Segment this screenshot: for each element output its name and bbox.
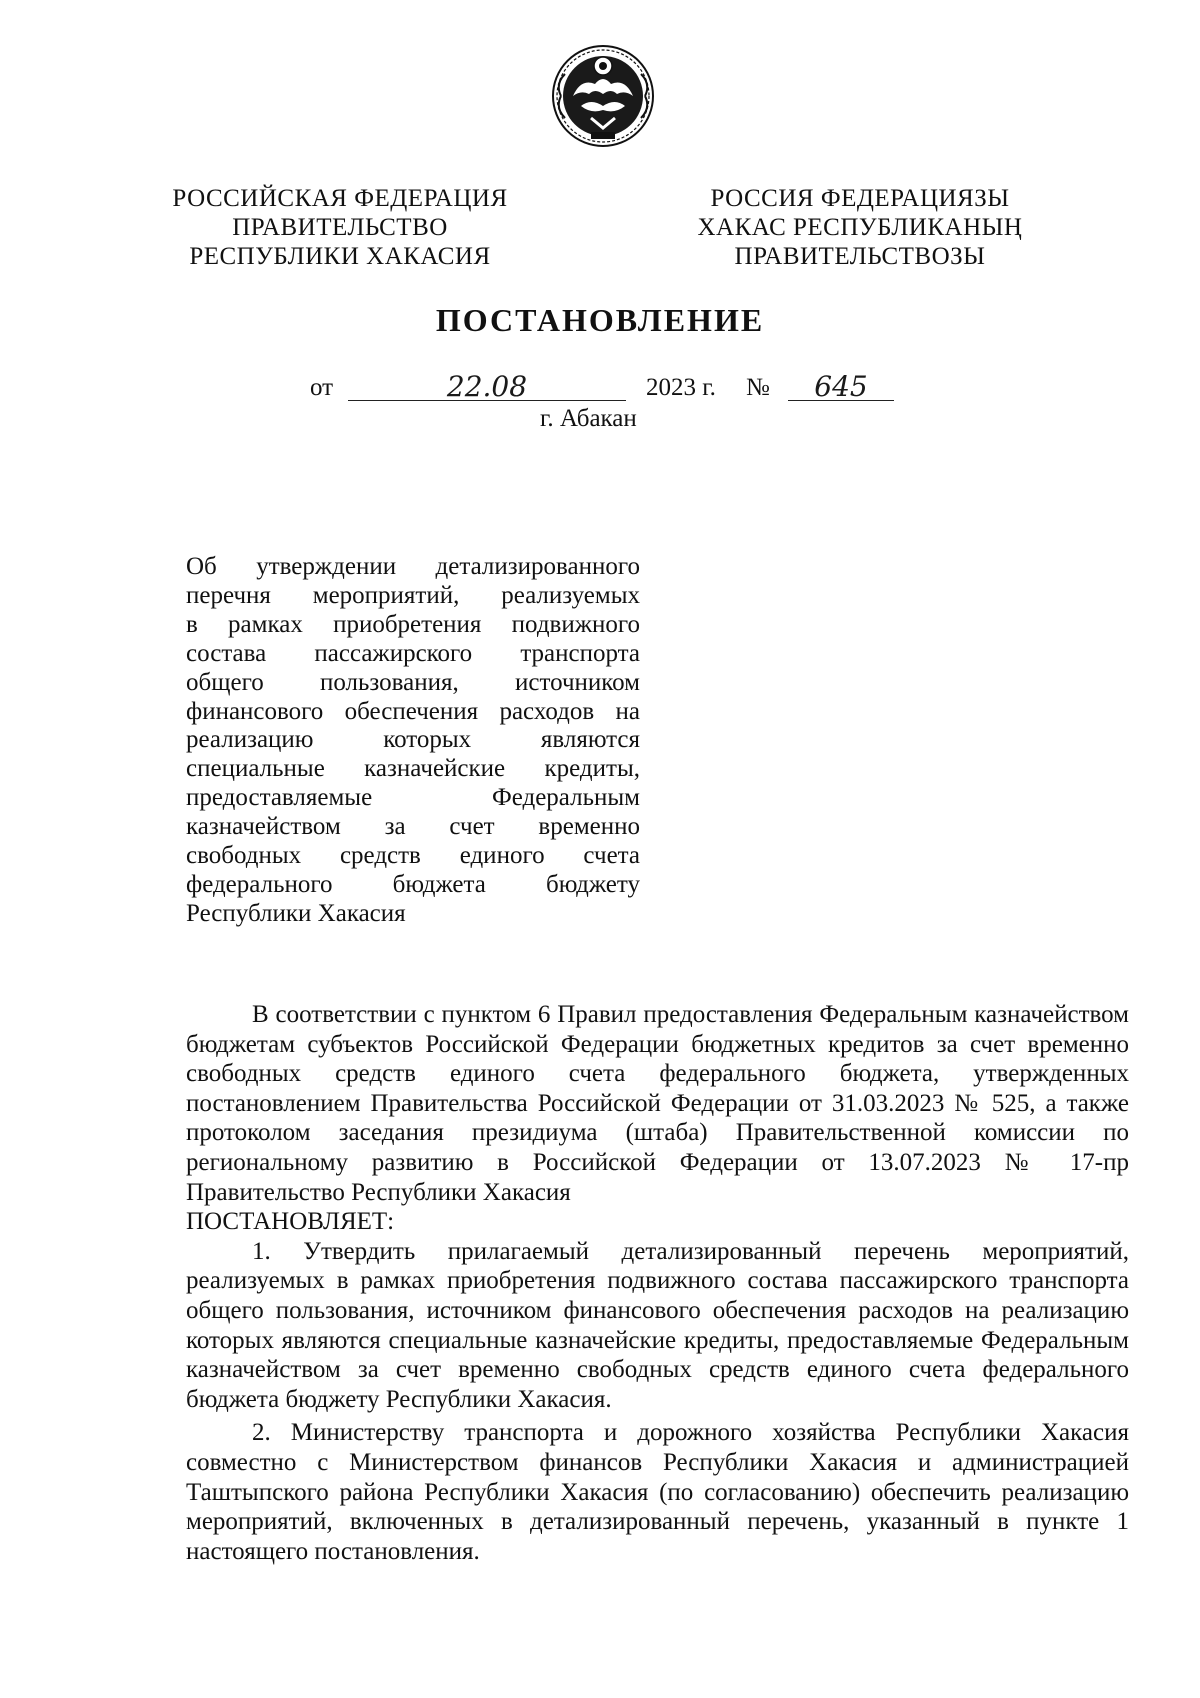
number-sign: № <box>746 374 770 401</box>
item-1-paragraph: 1. Утвердить прилагаемый детализированный перечень мероприятий, реализуемых в рамках приобретения подвижного состава пассажирского транспорта общего пользования, источником финансового обеспечения расходов на реализацию которых являются специальные казначейские кредиты, предоставляемые Федеральным казначейством за счет временно свободных средств единого счета федерального бюджета бюджету Республики Хакасия. <box>186 1237 1129 1413</box>
subject-line: реализацию которых являются <box>186 726 640 754</box>
subject-line: свободных средств единого счета <box>186 842 640 870</box>
subject-line: специальные казначейские кредиты, <box>186 755 640 783</box>
subject-line: общего пользования, источником <box>186 668 640 696</box>
city-label: г. Абакан <box>540 405 637 432</box>
subject-line: перечня мероприятий, реализуемых <box>186 581 640 609</box>
item-2-paragraph: 2. Министерству транспорта и дорожного хозяйства Республики Хакасия совместно с Министерством финансов Республики Хакасия и администрацией Таштыпского района Республики Хакасия (по согласованию) обеспечить реализацию мероприятий, включенных в детализированный перечень, указанный в пункте 1 настоящего постановления. <box>186 1419 1129 1565</box>
header-left-line-1: РОССИЙСКАЯ ФЕДЕРАЦИЯ <box>172 185 508 212</box>
subject-line: финансового обеспечения расходов на <box>186 697 640 725</box>
header-russian-block <box>160 184 520 271</box>
subject-line: казначейством за счет временно <box>186 813 640 841</box>
decree-body <box>186 1000 1129 1566</box>
subject-line: Республики Хакасия <box>186 899 406 927</box>
header-right-line-1: РОССИЯ ФЕДЕРАЦИЯЗЫ <box>710 185 1010 212</box>
decree-word-paragraph <box>186 1207 1129 1237</box>
subject-line: предоставляемые Федеральным <box>186 784 640 812</box>
header-right-line-3: ПРАВИТЕЛЬСТВОЗЫ <box>734 243 986 270</box>
republic-of-khakassia-emblem-icon <box>551 44 655 148</box>
document-title: ПОСТАНОВЛЕНИЕ <box>435 302 765 338</box>
year-label: 2023 г. <box>646 374 716 401</box>
preamble-text: В соответствии с пунктом 6 Правил предоставления Федеральным казначейством бюджетам субъектов Российской Федерации бюджетных кредитов за счет временно свободных средств единого счета федерального бюджета, утвержденных постановлением Правительства Российской Федерации от 31.03.2023 № 525, а также протоколом заседания президиума (штаба) Правительственной комиссии по региональному развитию в Российской Федерации от 13.07.2023 № 17-пр Правительство Республики Хакасия <box>186 1001 1129 1206</box>
preamble-paragraph <box>186 1000 1129 1207</box>
header-left-line-3: РЕСПУБЛИКИ ХАКАСИЯ <box>189 243 491 270</box>
decree-word: ПОСТАНОВЛЯЕТ: <box>186 1208 395 1236</box>
date-prefix: от <box>310 374 334 401</box>
header-khakas-block <box>680 184 1040 271</box>
subject-line: Об утверждении детализированного <box>186 553 640 580</box>
header-right-line-2: ХАКАС РЕСПУБЛИКАНЫҢ <box>697 214 1023 241</box>
header-left-line-2: ПРАВИТЕЛЬСТВО <box>232 214 448 241</box>
date-field-handwritten: 22.08 <box>348 370 626 401</box>
decree-subject <box>186 553 640 929</box>
subject-line: федерального бюджета бюджету <box>186 870 640 898</box>
number-field-handwritten: 645 <box>788 370 894 401</box>
subject-line: в рамках приобретения подвижного <box>186 610 640 638</box>
subject-line: состава пассажирского транспорта <box>186 639 640 667</box>
